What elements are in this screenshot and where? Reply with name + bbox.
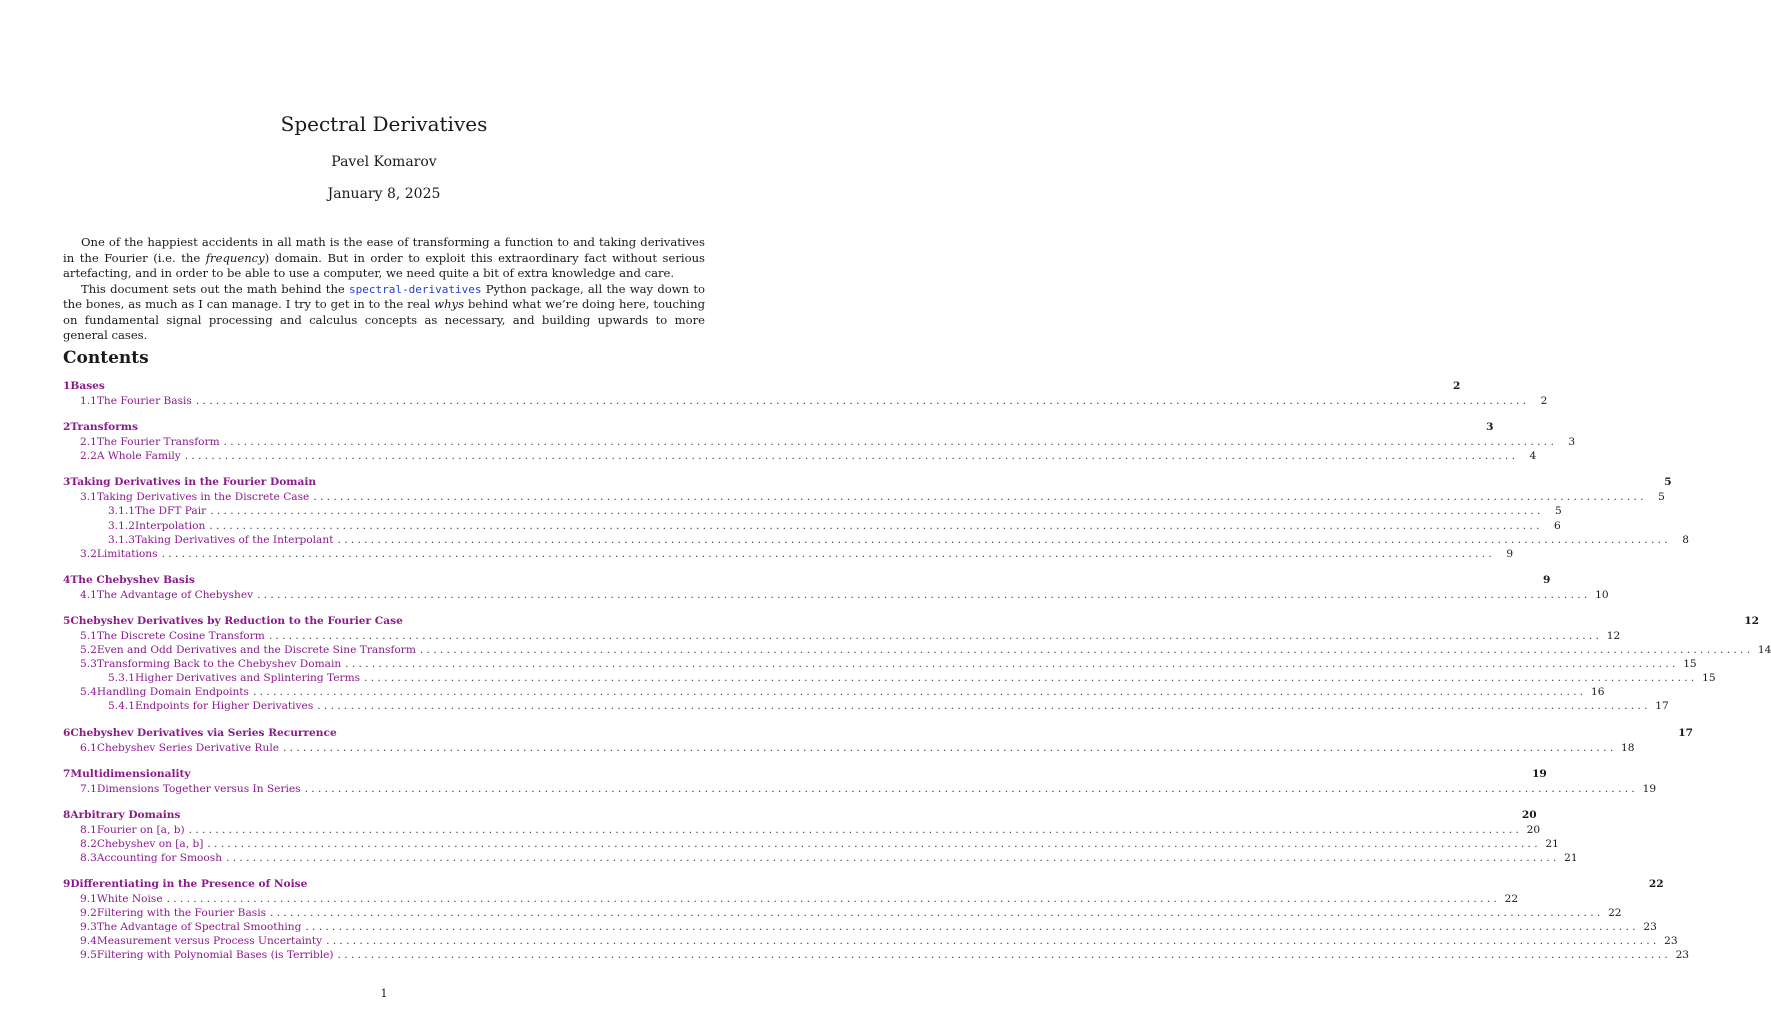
toc-entry-page[interactable]: 22 [1648,878,1664,890]
toc-entry[interactable] [63,573,1551,588]
toc-entry-page[interactable]: 15 [1702,672,1716,685]
toc-entry[interactable] [63,700,1669,714]
toc-leader-dots: ........................................................................................................................................................................................................ [252,686,1587,699]
toc-entry-page[interactable]: 12 [1744,614,1760,627]
toc-entry-number: 5.4.1 [108,700,135,713]
toc-entry[interactable] [63,629,1621,644]
toc-entry-label[interactable]: Fourier on [a, b) [96,823,185,836]
page-number: 1 [380,987,388,1000]
toc-entry-number: 1.1 [80,395,97,407]
toc-entry-page[interactable]: 17 [1655,700,1669,713]
toc-entry[interactable] [63,533,1689,548]
toc-entry-number: 9.3 [80,921,97,934]
toc-entry-number: 8.3 [80,851,97,864]
toc-entry-page[interactable]: 17 [1678,726,1693,739]
toc-leader-dots: ........................................................................................................................................................................................................ [223,436,1558,449]
toc-entry[interactable] [63,837,1559,852]
toc-entry[interactable] [63,588,1609,603]
package-name-link[interactable]: spectral-derivatives [349,282,482,296]
toc-entry-number: 5.2 [80,644,97,656]
toc-leader-dots: ........................................................................................................................................................................................................ [268,629,1603,642]
toc-leader-dots: ........................................................................................................................................................................................................ [210,505,1544,518]
abstract-paragraph-1 [63,235,705,282]
toc-entry-label[interactable]: The Fourier Transform [96,436,220,449]
toc-entry[interactable] [63,808,1537,823]
toc-entry-label[interactable]: Differentiating in the Presence of Noise [70,878,308,890]
toc-entry[interactable] [63,519,1561,534]
toc-entry[interactable] [63,476,1672,490]
toc-entry-page[interactable]: 23 [1643,921,1657,934]
toc-entry-page[interactable]: 5 [1554,505,1562,518]
toc-entry-label[interactable]: Limitations [96,547,158,560]
toc-entry-number: 8.2 [80,837,97,850]
toc-entry[interactable] [63,686,1605,700]
toc-leader-dots: ........................................................................................................................................................................................................ [209,519,1543,532]
toc-entry-page[interactable]: 22 [1608,907,1622,920]
toc-entry-number: 2.2 [80,450,97,463]
contents-heading: Contents [63,348,149,368]
toc-leader-dots: ........................................................................................................................................................................................................ [283,741,1617,754]
toc-entry[interactable] [63,380,1461,394]
toc-entry-label[interactable]: Transforms [70,421,138,434]
toc-entry-number: 3.1.1 [108,505,135,518]
toc-entry-label[interactable]: Filtering with Polynomial Bases (is Terrible) [96,949,334,962]
toc-entry-number: 6.1 [80,741,97,754]
toc-entry[interactable] [63,395,1548,409]
toc-entry-number: 8.1 [80,823,97,836]
document-date: January 8, 2025 [327,186,441,202]
toc-entry-label[interactable]: Taking Derivatives in the Fourier Domain [70,476,317,489]
toc-entry-number: 2.1 [80,436,97,449]
abstract-emphasis: whys [434,297,465,311]
toc-entry-label[interactable]: Even and Odd Derivatives and the Discrete Sine Transform [96,644,416,656]
toc-entry-page[interactable]: 12 [1606,629,1621,642]
toc-entry-label[interactable]: The DFT Pair [134,505,207,518]
toc-entry-page[interactable]: 21 [1564,851,1578,864]
toc-entry-page[interactable]: 22 [1504,893,1519,905]
abstract-text: Python package, all the way down to the bones, as much as I can manage. I try to get in to the real [63,281,706,311]
toc-entry[interactable] [63,450,1537,464]
toc-entry-label[interactable]: Taking Derivatives in the Discrete Case [96,491,310,504]
toc-leader-dots: ........................................................................................................................................................................................................ [326,935,1660,948]
toc-entry-page[interactable]: 16 [1591,686,1605,699]
toc-leader-dots: ........................................................................................................................................................................................................ [317,700,1651,713]
toc-entry-number: 8 [63,808,71,821]
toc-entry[interactable] [63,907,1622,921]
toc-entry-number: 7.1 [80,782,97,795]
toc-entry[interactable] [63,851,1578,866]
toc-entry[interactable] [63,878,1664,892]
toc-entry-number: 7 [63,767,71,780]
toc-entry-number: 5.1 [80,629,97,642]
toc-entry-page[interactable]: 6 [1554,519,1561,532]
toc-entry-label[interactable]: Taking Derivatives of the Interpolant [134,533,334,546]
toc-entry-page[interactable]: 19 [1532,767,1547,780]
toc-entry-label[interactable]: Multidimensionality [70,767,191,780]
toc-entry-number: 3 [63,476,71,489]
toc-entry[interactable] [63,949,1690,963]
toc-leader-dots: ........................................................................................................................................................................................................ [345,658,1679,671]
document-author: Pavel Komarov [331,154,437,170]
toc-entry-number: 5.4 [80,686,97,699]
toc-leader-dots: ........................................................................................................................................................................................................ [305,921,1639,934]
toc-entry-label[interactable]: Dimensions Together versus In Series [96,782,301,795]
toc-entry[interactable] [63,893,1519,907]
abstract-text: One of the happiest accidents in all math is the ease of transforming a function to and taking derivatives in the Fourier (i.e. the [63,235,705,265]
toc-entry[interactable] [63,921,1657,935]
toc-entry-page[interactable]: 20 [1526,823,1541,836]
toc-entry-label[interactable]: Transforming Back to the Chebyshev Domain [96,658,342,671]
toc-entry-page[interactable]: 23 [1675,949,1690,962]
toc-entry-page[interactable]: 3 [1568,436,1576,449]
toc-entry[interactable] [63,505,1562,519]
toc-leader-dots: ........................................................................................................................................................................................................ [195,395,1530,407]
toc-entry-page[interactable]: 2 [1540,395,1548,407]
toc-leader-dots: ........................................................................................................................................................................................................ [161,547,1496,560]
toc-entry-page[interactable]: 4 [1529,450,1537,463]
toc-entry-label[interactable]: Chebyshev Derivatives via Series Recurrence [70,726,337,739]
toc-entry-page[interactable]: 18 [1621,741,1635,754]
toc-entry-page[interactable]: 10 [1595,588,1609,601]
toc-entry-label[interactable]: Endpoints for Higher Derivatives [134,700,314,713]
toc-entry-page[interactable]: 23 [1664,935,1678,948]
toc-entry-page[interactable]: 9 [1542,573,1551,586]
toc-entry-label[interactable]: Handling Domain Endpoints [96,686,249,699]
toc-entry-label[interactable]: The Chebyshev Basis [70,573,195,586]
toc-entry[interactable] [63,658,1697,672]
toc-leader-dots: ........................................................................................................................................................................................................ [166,893,1501,905]
abstract-text: This document sets out the math behind the [81,281,350,296]
toc-entry-label[interactable]: The Advantage of Chebyshev [96,588,254,601]
toc-entry-label[interactable]: Accounting for Smoosh [96,851,223,864]
toc-entry[interactable] [63,726,1693,741]
toc-entry-number: 6 [63,726,71,739]
toc-entry[interactable] [63,935,1678,949]
toc-entry-label[interactable]: White Noise [96,893,163,905]
toc-entry-page[interactable]: 20 [1521,808,1537,821]
toc-entry[interactable] [63,436,1576,450]
toc-entry[interactable] [63,741,1635,756]
toc-leader-dots: ........................................................................................................................................................................................................ [313,491,1647,504]
toc-entry-label[interactable]: The Advantage of Spectral Smoothing [96,921,302,934]
toc-entry-number: 9.4 [80,935,97,948]
toc-entry[interactable] [63,767,1547,782]
toc-entry-number: 4 [63,573,71,586]
toc-entry-page[interactable]: 5 [1664,476,1672,489]
toc-entry-number: 3.1.3 [108,533,135,546]
toc-entry-number: 1 [63,380,71,392]
toc-entry-number: 5 [63,614,71,627]
toc-leader-dots: ........................................................................................................................................................................................................ [337,533,1671,546]
toc-entry-number: 3.2 [80,547,97,560]
toc-entry-label[interactable]: Higher Derivatives and Splintering Terms [134,672,361,685]
document-title: Spectral Derivatives [280,112,488,136]
abstract-emphasis: frequency [205,250,265,265]
toc-entry-label[interactable]: Chebyshev on [a, b] [96,837,204,850]
toc-entry-label[interactable]: Chebyshev Derivatives by Reduction to the Fourier Case [70,614,403,627]
toc-entry-number: 2 [63,421,71,434]
toc-entry-label[interactable]: A Whole Family [96,450,181,463]
toc-leader-dots: ........................................................................................................................................................................................................ [257,588,1591,601]
toc-leader-dots: ........................................................................................................................................................................................................ [188,823,1523,836]
toc-leader-dots: ........................................................................................................................................................................................................ [304,782,1639,795]
toc-leader-dots: ........................................................................................................................................................................................................ [207,837,1541,850]
abstract-text: ) domain. But in order to exploit this extraordinary fact without serious artefacting, and in order to be able to use a computer, we need quite a bit of extra knowledge and care. [63,250,705,280]
toc-entry-number: 5.3 [80,658,97,671]
toc-entry-label[interactable]: Measurement versus Process Uncertainty [96,935,323,948]
toc-entry-label[interactable]: Bases [70,380,105,392]
toc-entry[interactable] [63,672,1716,686]
toc-entry[interactable] [63,614,1760,629]
toc-entry-label[interactable]: The Fourier Basis [96,395,192,407]
abstract-text: behind what we’re doing here, touching on fundamental signal processing and calculus concepts as necessary, and building upwards to more general cases. [63,297,705,342]
toc-entry-label[interactable]: Filtering with the Fourier Basis [96,907,267,920]
toc-entry-label[interactable]: Chebyshev Series Derivative Rule [96,741,279,754]
toc-entry-number: 9.1 [80,893,97,905]
toc-entry-label[interactable]: Interpolation [134,519,206,532]
toc-entry[interactable] [63,547,1514,562]
abstract-paragraph-2 [63,282,705,344]
toc-entry-page[interactable]: 21 [1545,837,1559,850]
abstract [63,235,705,344]
toc-entry[interactable] [63,644,1771,658]
toc-leader-dots: ........................................................................................................................................................................................................ [364,672,1698,685]
toc-entry[interactable] [63,491,1665,505]
toc-entry-page[interactable]: 3 [1486,421,1494,434]
toc-entry-number: 4.1 [80,588,97,601]
toc-leader-dots: ........................................................................................................................................................................................................ [226,851,1560,864]
toc-entry-number: 9.2 [80,907,97,920]
toc-entry-page[interactable]: 14 [1757,644,1771,656]
toc-entry[interactable] [63,823,1541,838]
toc-leader-dots: ........................................................................................................................................................................................................ [419,644,1754,656]
toc-entry-label[interactable]: Arbitrary Domains [70,808,181,821]
toc-entry-number: 9.5 [80,949,97,962]
toc-entry-number: 9 [63,878,71,890]
toc-entry-page[interactable]: 5 [1658,491,1665,504]
toc-entry-number: 3.1 [80,491,97,504]
toc-entry-page[interactable]: 15 [1683,658,1697,671]
toc-entry-page[interactable]: 8 [1682,533,1689,546]
toc-leader-dots: ........................................................................................................................................................................................................ [184,450,1519,463]
toc-entry-number: 5.3.1 [108,672,135,685]
toc-entry[interactable] [63,782,1657,797]
toc-entry-page[interactable]: 9 [1506,547,1514,560]
toc-entry-page[interactable]: 2 [1453,380,1461,392]
toc-leader-dots: ........................................................................................................................................................................................................ [270,907,1604,920]
toc-entry-label[interactable]: The Discrete Cosine Transform [96,629,265,642]
toc-entry[interactable] [63,421,1494,435]
toc-leader-dots: ........................................................................................................................................................................................................ [337,949,1672,962]
toc-entry-page[interactable]: 19 [1642,782,1657,795]
toc-entry-number: 3.1.2 [108,519,135,532]
